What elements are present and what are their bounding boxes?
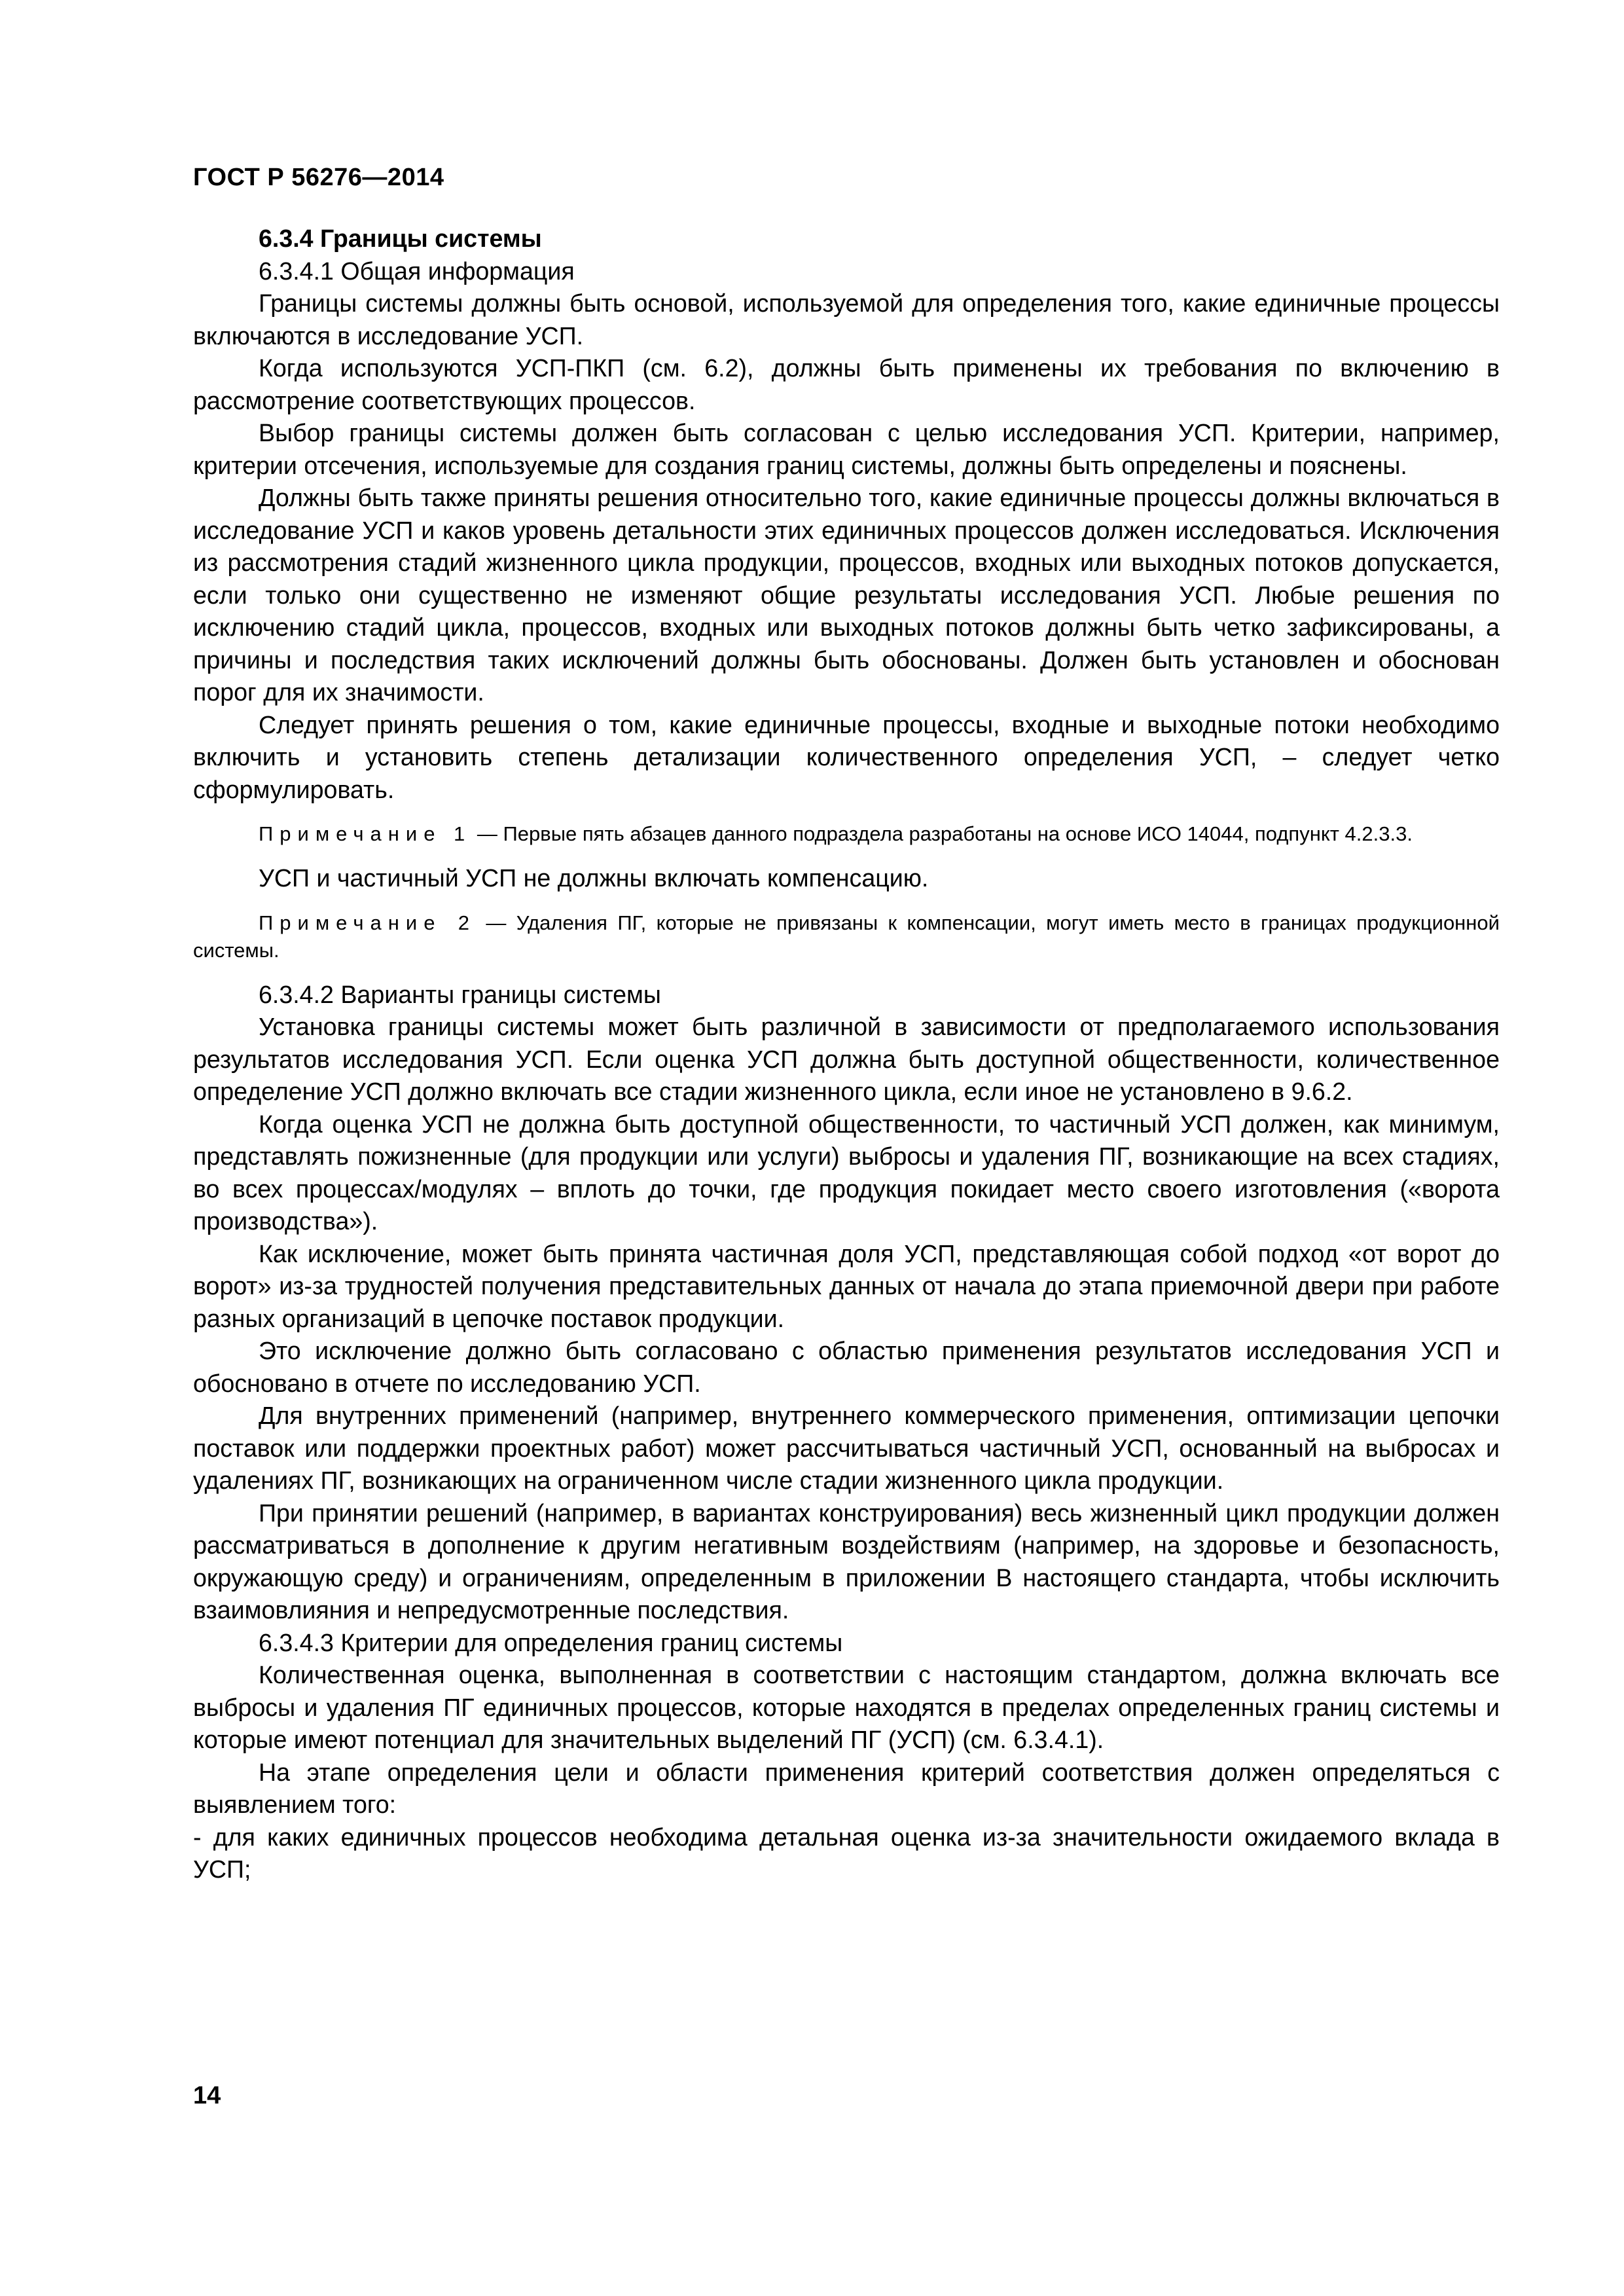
paragraph: Следует принять решения о том, какие единичные процессы, входные и выходные потоки необходимо включить и установить степень детализации количественного определения УСП, – следует четко сформулировать. bbox=[193, 710, 1500, 803]
note-label: Примечание 1 bbox=[259, 822, 472, 845]
note-text: — Первые пять абзацев данного подраздела разработаны на основе ИСО 14044, подпункт 4.2.3.3. bbox=[471, 822, 1413, 845]
section-title: 6.3.4 Границы системы bbox=[259, 225, 542, 252]
note-label: Примечание 2 bbox=[259, 911, 477, 934]
document-header: ГОСТ Р 56276—2014 bbox=[193, 164, 444, 191]
paragraph: Для внутренних применений (например, внутреннего коммерческого применения, оптимизации цепочки поставок или поддержки проектных работ) может рассчитываться частичный УСП, основанный на выбросах и удалениях ПГ, возникающих на ограниченном числе стадии жизненного цикла продукции. bbox=[193, 1402, 1500, 1494]
paragraph: УСП и частичный УСП не должны включать компенсацию. bbox=[259, 864, 929, 892]
note-text: — Удаления ПГ, которые не привязаны к компенсации, могут иметь место в границах продукционной системы. bbox=[193, 911, 1500, 962]
paragraph: Как исключение, может быть принята частичная доля УСП, представляющая собой подход «от ворот до ворот» из-за трудностей получения представительных данных от начала до этапа приемочной двери при работе разных организаций в цепочке поставок продукции. bbox=[193, 1239, 1500, 1332]
subsection-title-criteria: 6.3.4.3 Критерии для определения границ системы bbox=[259, 1628, 843, 1656]
page-number: 14 bbox=[193, 2082, 221, 2109]
paragraph: Это исключение должно быть согласовано с областью применения результатов исследования УСП и обосновано в отчете по исследованию УСП. bbox=[193, 1337, 1500, 1397]
paragraph: Когда оценка УСП не должна быть доступной общественности, то частичный УСП должен, как минимум, представлять пожизненные (для продукции или услуги) выбросы и удаления ПГ, возникающие на всех стадиях, во всех процессах/модулях – вплоть до точки, где продукция покидает место своего изготовления («ворота производства»). bbox=[193, 1110, 1500, 1235]
subsection-title-general: 6.3.4.1 Общая информация bbox=[259, 257, 575, 285]
list-item: - для каких единичных процессов необходима детальная оценка из-за значительности ожидаемого вклада в УСП; bbox=[193, 1823, 1500, 1883]
paragraph: Должны быть также приняты решения относительно того, какие единичные процессы должны включаться в исследование УСП и каков уровень детальности этих единичных процессов должен исследоваться. Исключения из рассмотрения стадий жизненного цикла продукции, процессов, входных или выходных потоков допускается, если только они существенно не изменяют общие результаты исследования УСП. Любые решения по исключению стадий цикла, процессов, входных или выходных потоков должны быть четко зафиксированы, а причины и последствия таких исключений должны быть обоснованы. Должен быть установлен и обоснован порог для их значимости. bbox=[193, 484, 1500, 706]
paragraph: Выбор границы системы должен быть согласован с целью исследования УСП. Критерии, например, критерии отсечения, используемые для создания границ системы, должны быть определены и пояснены. bbox=[193, 419, 1500, 479]
subsection-title-variants: 6.3.4.2 Варианты границы системы bbox=[259, 980, 661, 1008]
document-body bbox=[193, 223, 1500, 1886]
paragraph: На этапе определения цели и области применения критерий соответствия должен определяться с выявлением того: bbox=[193, 1758, 1500, 1818]
paragraph: Границы системы должны быть основой, используемой для определения того, какие единичные процессы включаются в исследование УСП. bbox=[193, 289, 1500, 350]
note-1 bbox=[193, 820, 1500, 848]
paragraph: Установка границы системы может быть различной в зависимости от предполагаемого использования результатов исследования УСП. Если оценка УСП должна быть доступной общественности, количественное определение УСП должно включать все стадии жизненного цикла, если иное не установлено в 9.6.2. bbox=[193, 1013, 1500, 1105]
paragraph: Количественная оценка, выполненная в соответствии с настоящим стандартом, должна включать все выбросы и удаления ПГ единичных процессов, которые находятся в пределах определенных границ системы и которые имеют потенциал для значительных выделений ПГ (УСП) (см. 6.3.4.1). bbox=[193, 1661, 1500, 1753]
note-2 bbox=[193, 909, 1500, 964]
paragraph: Когда используются УСП-ПКП (см. 6.2), должны быть применены их требования по включению в рассмотрение соответствующих процессов. bbox=[193, 354, 1500, 414]
paragraph: При принятии решений (например, в вариантах конструирования) весь жизненный цикл продукции должен рассматриваться в дополнение к другим негативным воздействиям (например, на здоровье и безопасность, окружающую среду) и ограничениям, определенным в приложении В настоящего стандарта, чтобы исключить взаимовлияния и непредусмотренные последствия. bbox=[193, 1499, 1500, 1624]
